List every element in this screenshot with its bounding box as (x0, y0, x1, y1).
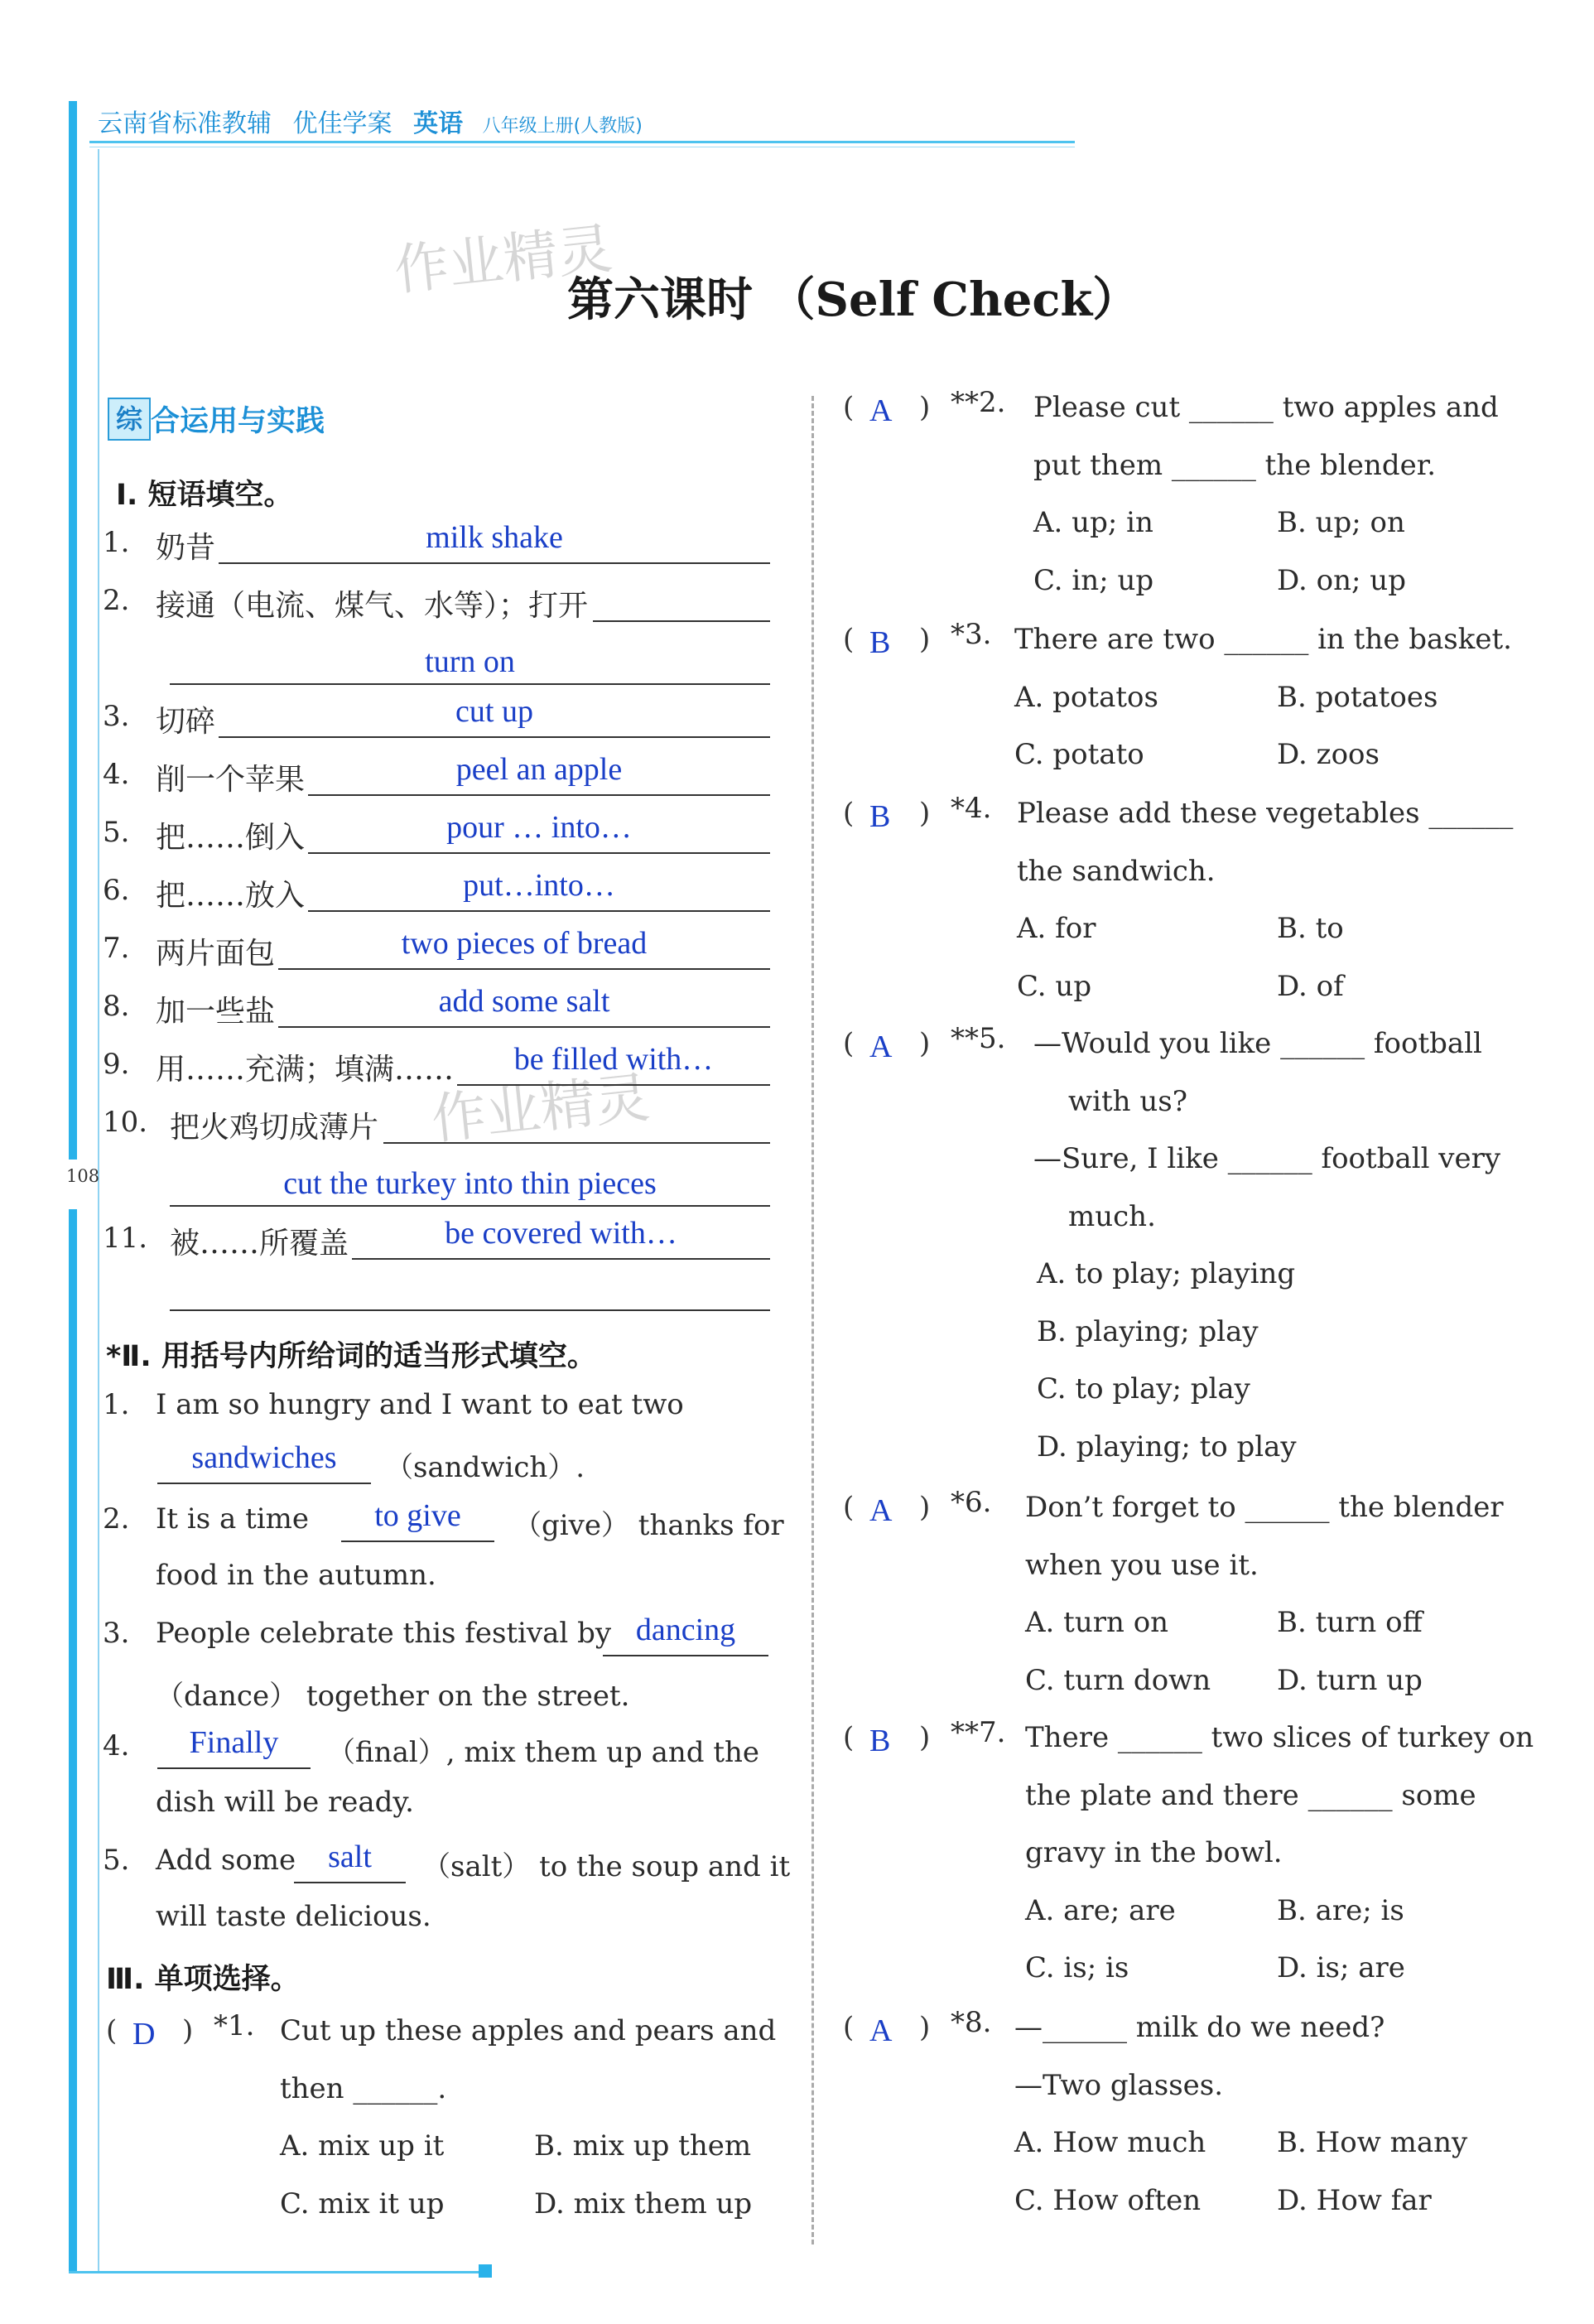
item-number: 2. (103, 584, 130, 617)
item-number: 6. (103, 874, 130, 907)
item-number: 2. (103, 1502, 130, 1536)
option: C. to play; play (1037, 1372, 1250, 1405)
question-text: the plate and there ______ some (1025, 1778, 1476, 1812)
part2-heading: *Ⅱ. 用括号内所给词的适当形式填空。 (106, 1340, 596, 1373)
item-text: （dance） together on the street. (156, 1680, 630, 1713)
question-text: —Sure, I like ______ football very (1033, 1142, 1501, 1175)
answer-underline (278, 1026, 770, 1028)
answer-text: pour … into… (446, 810, 632, 845)
paren-left: ( (106, 2014, 118, 2047)
answer-text: cut up (455, 694, 533, 729)
item-number: 1. (103, 1388, 130, 1421)
section-title-text: 合运用与实践 (151, 405, 325, 438)
option: A. How much (1014, 2126, 1206, 2159)
item-number: 7. (103, 932, 130, 965)
footer-marker (479, 2264, 492, 2278)
answer-letter: A (869, 393, 893, 428)
option: A. up; in (1033, 506, 1153, 539)
answer-underline (170, 683, 770, 685)
option: C. turn down (1025, 1663, 1211, 1697)
option: D. is; are (1277, 1951, 1405, 1984)
paren-left: ( (843, 1721, 855, 1754)
question-text: Please add these vegetables ______ (1017, 797, 1514, 830)
answer-underline (170, 1205, 770, 1207)
question-text: There ______ two slices of turkey on (1025, 1721, 1534, 1754)
item-number: 4. (103, 1729, 130, 1762)
item-chinese: 加一些盐 (156, 995, 276, 1029)
paren-right: ) (919, 2011, 931, 2044)
item-number: 5. (103, 1844, 130, 1877)
left-margin-bar (69, 1209, 77, 2271)
question-number: **2. (951, 386, 1006, 419)
answer-text: peel an apple (455, 752, 623, 787)
header-rule (89, 141, 1075, 143)
item-chinese: 把……倒入 (156, 821, 306, 855)
answer-underline (352, 1258, 770, 1260)
item-text: will taste delicious. (156, 1900, 431, 1933)
paren-right: ) (919, 797, 931, 830)
section-badge-icon: 综 (108, 398, 151, 441)
question-text: Cut up these apples and pears and (280, 2014, 777, 2047)
paren-left: ( (843, 2011, 855, 2044)
paren-left: ( (843, 1491, 855, 1524)
item-chinese: 被……所覆盖 (170, 1227, 349, 1261)
watermark: 作业精灵 (428, 1065, 653, 1152)
item-text: food in the autumn. (156, 1559, 436, 1592)
item-chinese: 奶昔 (156, 531, 216, 565)
question-number: *4. (951, 792, 992, 825)
item-text: I am so hungry and I want to eat two (156, 1388, 684, 1421)
answer-text: be covered with… (445, 1216, 677, 1251)
option: A. mix up it (280, 2129, 445, 2162)
question-text: —Would you like ______ football (1033, 1027, 1482, 1060)
answer-text: to give (374, 1498, 461, 1533)
section-title (108, 398, 325, 441)
item-number: 3. (103, 700, 130, 733)
option: D. playing; to play (1037, 1430, 1297, 1463)
answer-text: dancing (635, 1613, 736, 1647)
option: D. How far (1277, 2183, 1432, 2217)
item-chinese: 切碎 (156, 705, 216, 739)
paren-right: ) (182, 2014, 194, 2047)
question-text: put them ______ the blender. (1033, 448, 1437, 482)
answer-text: put…into… (463, 868, 615, 903)
answer-underline (278, 968, 770, 970)
item-number: 10. (103, 1106, 148, 1139)
watermark: 作业精灵 (391, 216, 615, 303)
item-chinese: 把……放入 (156, 879, 306, 913)
answer-letter: B (869, 625, 891, 660)
option: B. playing; play (1037, 1314, 1259, 1348)
item-text: Add some (156, 1844, 296, 1877)
footer-rule (69, 2271, 483, 2273)
answer-underline (157, 1767, 311, 1769)
answer-underline (294, 1882, 406, 1883)
item-chinese: 把火鸡切成薄片 (170, 1111, 379, 1145)
answer-text: cut the turkey into thin pieces (283, 1166, 657, 1201)
answer-underline (383, 1142, 770, 1144)
item-text: （give） thanks for (513, 1509, 784, 1542)
option: A. for (1017, 912, 1096, 945)
answer-underline (219, 736, 770, 738)
answer-letter: A (869, 1493, 893, 1528)
page-number: 108 (66, 1166, 100, 1186)
item-text: It is a time (156, 1502, 310, 1536)
item-number: 1. (103, 526, 130, 559)
column-divider (811, 396, 814, 2244)
answer-letter: B (869, 799, 891, 834)
answer-text: Finally (189, 1725, 279, 1760)
option: C. potato (1014, 738, 1144, 771)
answer-text: turn on (425, 644, 515, 679)
answer-underline (157, 1483, 371, 1484)
option: A. potatos (1014, 680, 1158, 714)
item-text: dish will be ready. (156, 1786, 414, 1819)
option: B. are; is (1277, 1893, 1404, 1927)
header-subject: 英语 (413, 109, 464, 138)
option: C. in; up (1033, 563, 1154, 597)
question-text: —______ milk do we need? (1014, 2011, 1385, 2044)
option: D. zoos (1277, 738, 1380, 771)
question-number: **7. (951, 1716, 1006, 1749)
option: A. are; are (1025, 1893, 1176, 1927)
question-text: Don’t forget to ______ the blender (1025, 1491, 1504, 1524)
answer-underline (170, 1309, 770, 1311)
question-number: *3. (951, 618, 992, 651)
answer-text: milk shake (426, 520, 563, 555)
option: B. How many (1277, 2126, 1468, 2159)
option: A. turn on (1025, 1606, 1169, 1639)
item-text: （final）, mix them up and the (327, 1736, 760, 1769)
answer-letter: B (869, 1724, 891, 1758)
paren-left: ( (843, 797, 855, 830)
question-text: much. (1068, 1199, 1156, 1233)
item-number: 3. (103, 1617, 130, 1650)
answer-underline (219, 562, 770, 564)
answer-text: sandwiches (191, 1440, 337, 1475)
paren-right: ) (919, 1491, 931, 1524)
paren-right: ) (919, 1721, 931, 1754)
question-number: *8. (951, 2006, 992, 2039)
answer-underline (308, 794, 770, 796)
header-series: 云南省标准教辅 (98, 109, 272, 138)
paren-left: ( (843, 1027, 855, 1060)
paren-left: ( (843, 623, 855, 656)
option: B. up; on (1277, 506, 1405, 539)
item-chinese: 两片面包 (156, 937, 276, 971)
option: B. to (1277, 912, 1344, 945)
item-number: 9. (103, 1048, 130, 1081)
option: B. mix up them (534, 2129, 752, 2162)
running-header (98, 103, 643, 139)
item-text: People celebrate this festival by (156, 1617, 612, 1650)
question-text: There are two ______ in the basket. (1014, 623, 1512, 656)
paren-right: ) (919, 391, 931, 424)
option: D. mix them up (534, 2187, 753, 2220)
answer-underline (308, 910, 770, 912)
option: D. of (1277, 969, 1344, 1003)
left-margin-line (98, 149, 99, 2271)
item-number: 5. (103, 816, 130, 849)
answer-text: add some salt (438, 984, 610, 1019)
question-text: gravy in the bowl. (1025, 1836, 1283, 1869)
left-margin-bar (69, 101, 77, 1160)
question-text: with us? (1068, 1084, 1187, 1118)
answer-underline (457, 1084, 770, 1086)
answer-underline (593, 620, 770, 622)
question-text: Please cut ______ two apples and (1033, 391, 1499, 424)
answer-underline (308, 852, 770, 854)
item-chinese: 接通（电流、煤气、水等）；打开 (156, 589, 589, 623)
part3-heading: Ⅲ. 单项选择。 (106, 1963, 300, 1996)
item-chinese: 用……充满；填满…… (156, 1053, 455, 1087)
item-number: 4. (103, 758, 130, 791)
lesson-title: 第六课时 （Self Check） (567, 272, 1139, 327)
option: A. to play; playing (1037, 1257, 1296, 1290)
option: B. turn off (1277, 1606, 1423, 1639)
answer-underline (603, 1655, 768, 1656)
option: D. turn up (1277, 1663, 1423, 1697)
question-number: **5. (951, 1022, 1006, 1055)
question-text: then ______. (280, 2071, 447, 2105)
item-chinese: 削一个苹果 (156, 763, 306, 797)
question-text: —Two glasses. (1014, 2068, 1224, 2102)
question-number: *6. (951, 1486, 992, 1519)
answer-text: salt (328, 1839, 372, 1874)
option: C. up (1017, 969, 1092, 1003)
answer-letter: A (869, 2013, 893, 2048)
answer-text: be filled with… (513, 1042, 714, 1077)
item-number: 8. (103, 990, 130, 1023)
option: C. mix it up (280, 2187, 445, 2220)
answer-letter: A (869, 1029, 893, 1064)
answer-text: two pieces of bread (401, 926, 648, 961)
paren-right: ) (919, 1027, 931, 1060)
item-number: 11. (103, 1222, 148, 1255)
option: C. is; is (1025, 1951, 1129, 1984)
paren-left: ( (843, 391, 855, 424)
item-text: （salt） to the soup and it (422, 1850, 791, 1883)
option: B. potatoes (1277, 680, 1438, 714)
option: D. on; up (1277, 563, 1406, 597)
header-grade: 八年级上册(人教版) (482, 116, 643, 137)
part1-heading: Ⅰ. 短语填空。 (116, 479, 293, 512)
question-text: when you use it. (1025, 1548, 1259, 1582)
answer-underline (341, 1540, 494, 1542)
option: C. How often (1014, 2183, 1202, 2217)
paren-right: ) (919, 623, 931, 656)
header-book: 优佳学案 (292, 109, 392, 138)
question-number: *1. (214, 2009, 255, 2042)
answer-letter: D (132, 2017, 156, 2052)
item-text: （sandwich）. (385, 1451, 585, 1484)
question-text: the sandwich. (1017, 854, 1216, 888)
